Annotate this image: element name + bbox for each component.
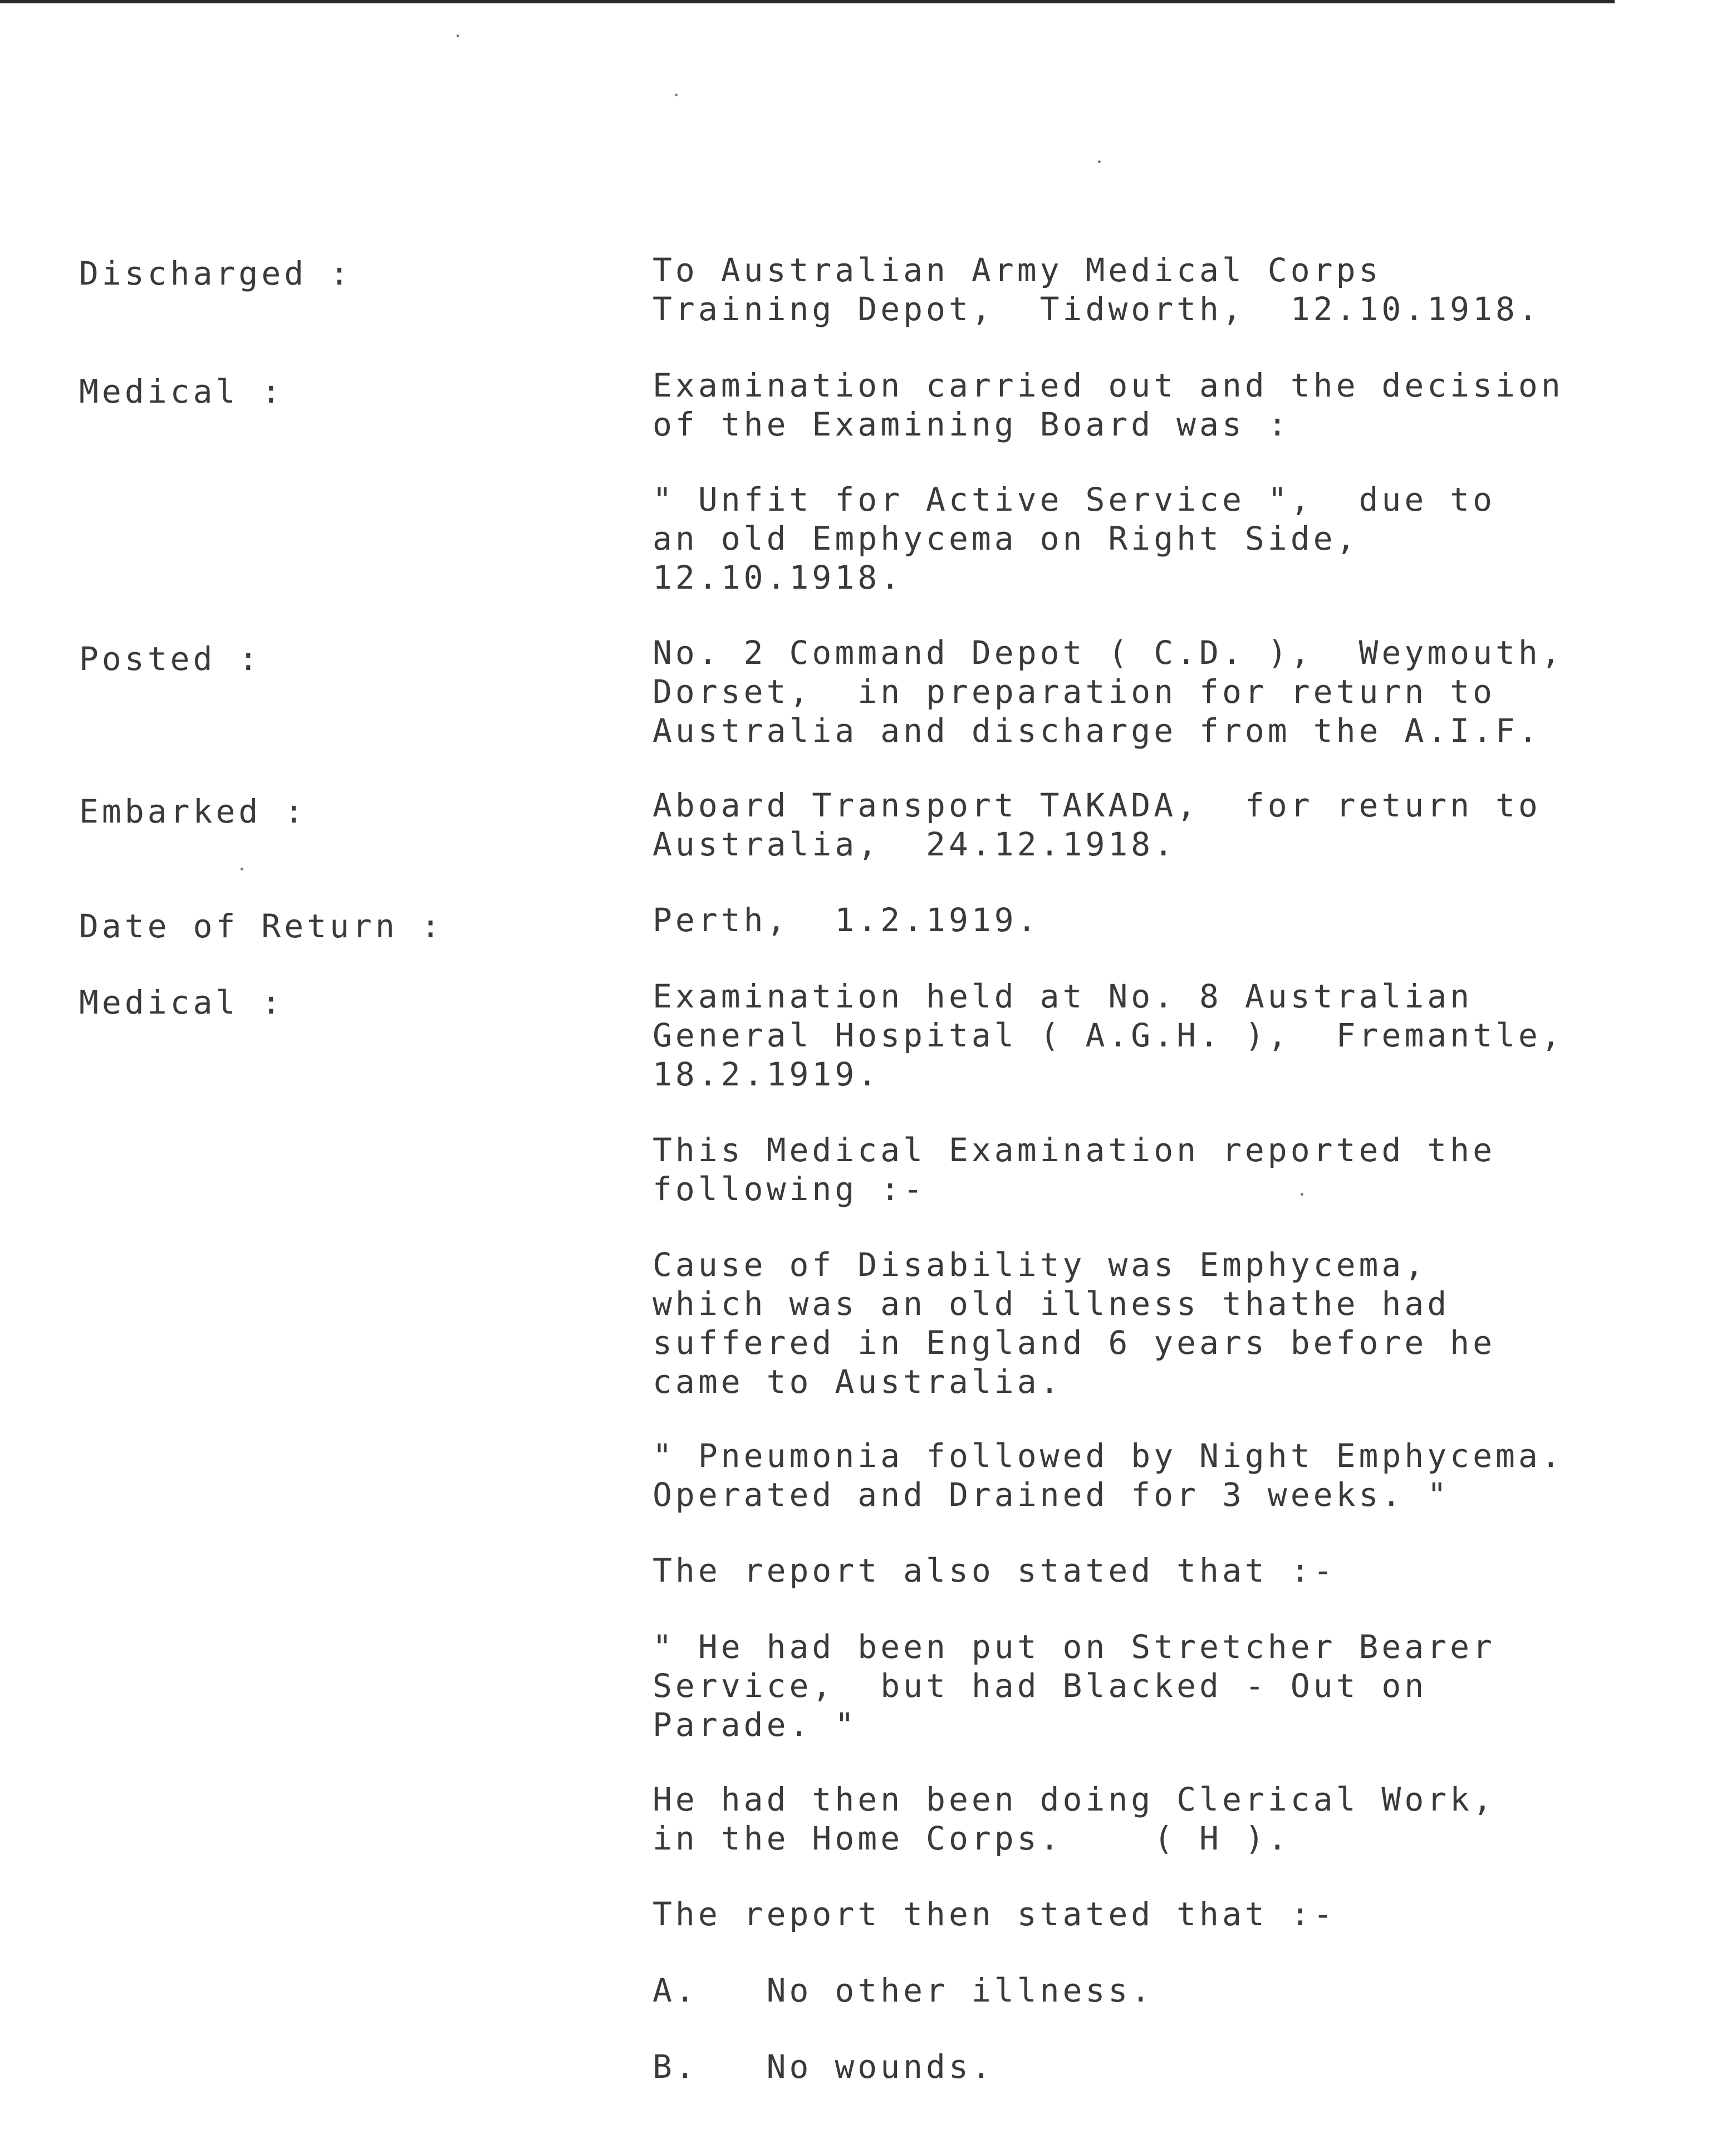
text-line: General Hospital ( A.G.H. ), Fremantle, <box>653 1016 1564 1054</box>
entry-posted-text <box>653 633 1564 750</box>
text-line: This Medical Examination reported the <box>653 1131 1496 1169</box>
text-line: A. No other illness. <box>653 1971 1154 2009</box>
text-line: Australia and discharge from the A.I.F. <box>653 712 1541 750</box>
entry-medical-paragraph <box>653 366 1564 444</box>
scan-speck <box>457 35 459 37</box>
text-line: Parade. " <box>653 1706 858 1744</box>
entry-medical-second-paragraph <box>653 977 1564 1094</box>
entry-medical-second-paragraph <box>653 1551 1336 1590</box>
text-line: " He had been put on Stretcher Bearer <box>653 1628 1496 1666</box>
entry-label-medical-second: Medical : <box>79 984 285 1021</box>
text-line: He had then been doing Clerical Work, <box>653 1780 1496 1818</box>
text-line: came to Australia. <box>653 1363 1063 1401</box>
entry-label-posted: Posted : <box>79 640 262 678</box>
text-line: suffered in England 6 years before he <box>653 1324 1496 1362</box>
entry-medical-second-paragraph <box>653 1627 1495 1744</box>
text-line: an old Emphycema on Right Side, <box>653 520 1359 557</box>
entry-medical-second-paragraph <box>653 1131 1495 1209</box>
text-line: To Australian Army Medical Corps <box>653 251 1382 289</box>
entry-label-date-of-return: Date of Return : <box>79 907 444 945</box>
text-line: in the Home Corps. ( H ). <box>653 1819 1291 1857</box>
text-line: Cause of Disability was Emphycema, <box>653 1246 1428 1284</box>
text-line: Operated and Drained for 3 weeks. " <box>653 1476 1450 1514</box>
text-line: The report then stated that :- <box>653 1895 1336 1933</box>
entry-medical-second-paragraph <box>653 1436 1564 1514</box>
text-line: Service, but had Blacked - Out on <box>653 1667 1428 1705</box>
entry-label-embarked: Embarked : <box>79 792 307 830</box>
entry-embarked-text <box>653 786 1541 864</box>
text-line: Australia, 24.12.1918. <box>653 825 1177 863</box>
text-line: Examination held at No. 8 Australian <box>653 977 1473 1015</box>
scan-speck <box>241 868 243 870</box>
entry-medical-paragraph <box>653 480 1495 597</box>
entry-medical-second-paragraph <box>653 1245 1495 1401</box>
text-line: Training Depot, Tidworth, 12.10.1918. <box>653 290 1541 328</box>
text-line: 12.10.1918. <box>653 559 904 596</box>
entry-medical-second-paragraph <box>653 1895 1336 1934</box>
entry-label-medical: Medical : <box>79 373 285 410</box>
scan-speck <box>1098 160 1101 163</box>
entry-medical-second-paragraph <box>653 2047 994 2086</box>
scan-speck <box>675 94 678 96</box>
text-line: Dorset, in preparation for return to <box>653 673 1496 711</box>
entry-medical-second-paragraph <box>653 1971 1154 2010</box>
text-line: which was an old illness thathe had <box>653 1285 1450 1323</box>
scan-edge <box>0 0 1615 3</box>
text-line: The report also stated that :- <box>653 1552 1336 1589</box>
text-line: following :- <box>653 1170 926 1208</box>
text-line: " Pneumonia followed by Night Emphycema. <box>653 1437 1564 1475</box>
text-line: No. 2 Command Depot ( C.D. ), Weymouth, <box>653 634 1564 672</box>
entry-label-discharged: Discharged : <box>79 255 353 292</box>
text-line: " Unfit for Active Service ", due to <box>653 481 1496 518</box>
text-line: B. No wounds. <box>653 2048 994 2086</box>
text-line: of the Examining Board was : <box>653 405 1291 443</box>
text-line: 18.2.1919. <box>653 1055 881 1093</box>
text-line: Examination carried out and the decision <box>653 366 1564 404</box>
text-line: Perth, 1.2.1919. <box>653 901 1040 939</box>
text-line: Aboard Transport TAKADA, for return to <box>653 786 1541 824</box>
entry-medical-second-paragraph <box>653 1780 1495 1858</box>
entry-date-of-return-text <box>653 901 1040 940</box>
entry-discharged-text <box>653 251 1541 329</box>
